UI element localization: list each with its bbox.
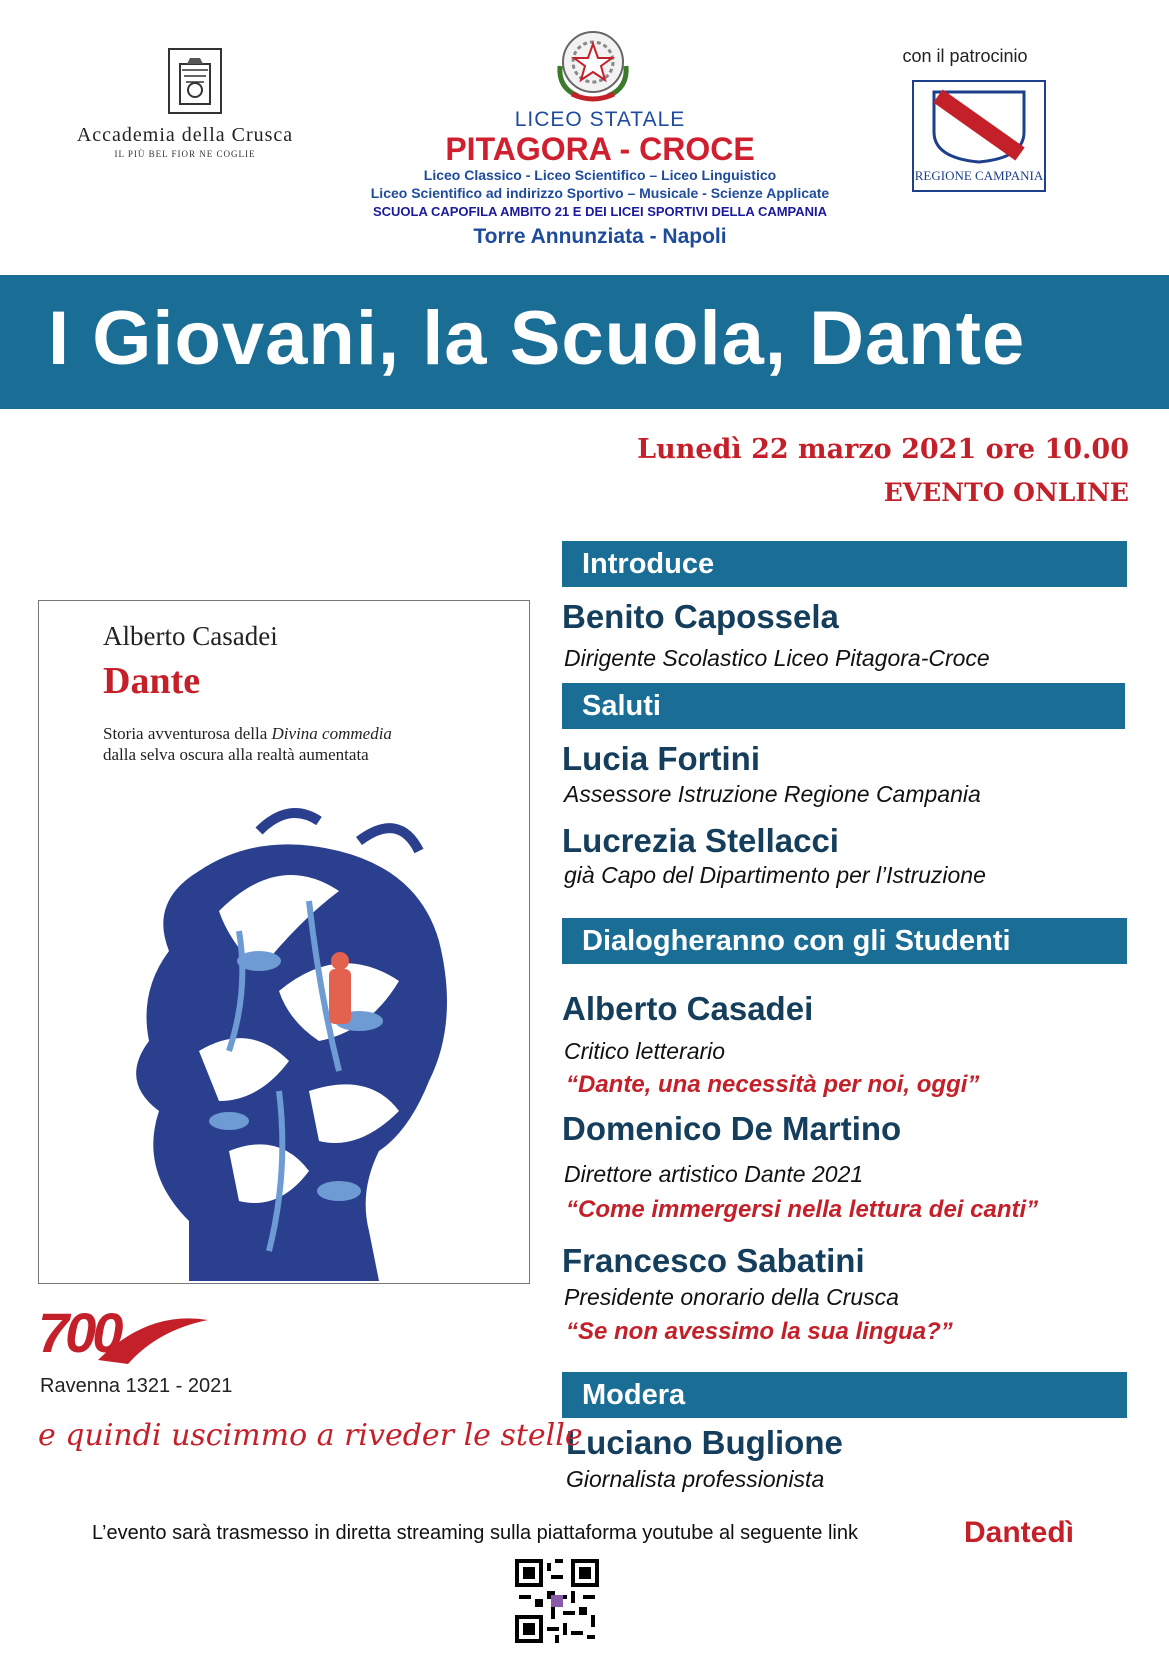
book-subtitle-italic: Divina commedia (271, 724, 392, 743)
speaker-role: Giornalista professionista (566, 1466, 825, 1492)
anniversary-place: Ravenna 1321 - 2021 (40, 1375, 233, 1397)
speaker-role: Direttore artistico Dante 2021 (564, 1161, 864, 1187)
speaker-name: Alberto Casadei (562, 990, 814, 1027)
book-subtitle (103, 723, 392, 765)
speaker-talk: “Come immergersi nella lettura dei canti” (566, 1196, 1039, 1223)
book-subtitle-a: Storia avventurosa della (103, 724, 272, 743)
dante-profile-illustration (79, 791, 499, 1281)
title-band (0, 275, 1169, 409)
school-type: LICEO STATALE (514, 108, 686, 131)
speaker-role: Assessore Istruzione Regione Campania (564, 781, 981, 807)
speaker-role: Dirigente Scolastico Liceo Pitagora-Croce (564, 645, 990, 671)
swoosh-icon (38, 1300, 218, 1368)
school-courses-2: Liceo Scientifico ad indirizzo Sportivo – Musicale - Scienze Applicate (370, 185, 830, 201)
speaker-name: Francesco Sabatini (562, 1242, 865, 1279)
event-date: Lunedì 22 marzo 2021 ore 10.00 (637, 434, 1129, 465)
anniversary-700-logo (38, 1300, 218, 1368)
section-introduce: Introduce (562, 541, 1127, 587)
qr-code-icon[interactable] (515, 1559, 599, 1643)
crusca-motto: IL PIÙ BEL FIOR NE COGLIE (114, 149, 256, 159)
crusca-name: Accademia della Crusca (76, 124, 294, 146)
speaker-talk: “Se non avessimo la sua lingua?” (566, 1318, 953, 1345)
patrocinio-label: con il patrocinio (902, 46, 1028, 66)
book-cover (38, 600, 530, 1284)
speaker-role: già Capo del Dipartimento per l’Istruzione (564, 862, 986, 888)
republic-emblem-icon (548, 22, 638, 106)
school-capofila: SCUOLA CAPOFILA AMBITO 21 E DEI LICEI SPORTIVI DELLA CAMPANIA (372, 204, 828, 219)
book-subtitle-b: dalla selva oscura alla realtà aumentata (103, 745, 369, 764)
school-header (300, 108, 900, 252)
section-saluti: Saluti (562, 683, 1125, 729)
regione-campania-logo (912, 80, 1046, 192)
section-modera: Modera (562, 1372, 1127, 1418)
section-dialogo: Dialogheranno con gli Studenti (562, 918, 1127, 964)
campania-label: REGIONE CAMPANIA (914, 168, 1044, 183)
speaker-name: Benito Capossela (562, 598, 839, 635)
book-title: Dante (103, 660, 201, 702)
book-author: Alberto Casadei (103, 621, 278, 651)
campania-shield-icon (924, 88, 1034, 164)
speaker-name: Lucia Fortini (562, 740, 760, 777)
school-courses-1: Liceo Classico - Liceo Scientifico – Liceo Linguistico (423, 167, 777, 183)
speaker-name: Lucrezia Stellacci (562, 822, 839, 859)
anniversary-motto: e quindi uscimmo a riveder le stelle (38, 1418, 583, 1453)
school-location: Torre Annunziata - Napoli (473, 225, 727, 248)
anniversary-number: 700 (38, 1301, 120, 1364)
event-mode: EVENTO ONLINE (883, 478, 1129, 507)
speaker-name: Luciano Buglione (566, 1424, 843, 1461)
crusca-emblem-icon (168, 48, 222, 114)
speaker-name: Domenico De Martino (562, 1110, 902, 1147)
event-title: I Giovani, la Scuola, Dante (48, 296, 1026, 381)
speaker-talk: “Dante, una necessità per noi, oggi” (566, 1071, 980, 1098)
school-name: PITAGORA - CROCE (445, 131, 755, 167)
speaker-role: Presidente onorario della Crusca (564, 1284, 899, 1310)
stream-notice: L’evento sarà trasmesso in diretta streaming sulla piattaforma youtube al seguente link (92, 1522, 858, 1544)
crusca-logo (40, 48, 330, 158)
dantedi-link[interactable]: Dantedì (964, 1516, 1075, 1549)
speaker-role: Critico letterario (564, 1038, 726, 1064)
